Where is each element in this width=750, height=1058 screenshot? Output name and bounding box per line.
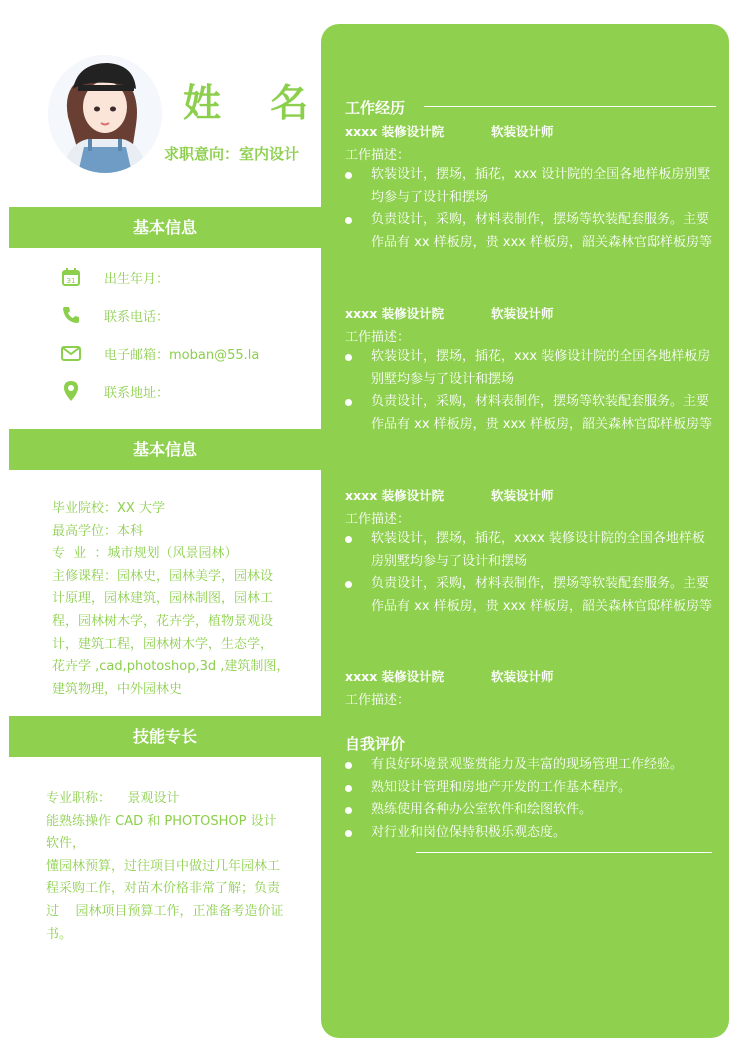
info-birth-label: 出生年月： xyxy=(104,271,170,287)
job-position: 软装设计师 xyxy=(491,488,554,503)
job-bullets xyxy=(345,528,717,618)
job-company: xxxx 装修设计院 xyxy=(345,124,445,139)
job-company: xxxx 装修设计院 xyxy=(345,306,445,321)
job-bullet: 负责设计，采购，材料表制作，摆场等软装配套服务。主要作品有 xx 样板房，贵 xxx 样板房，韶关森林官邸样板房等 xyxy=(345,391,717,436)
info-phone xyxy=(60,304,169,326)
job-bullet: 软装设计，摆场，插花，xxx 装修设计院的全国各地样板房别墅均参与了设计和摆场 xyxy=(345,346,717,391)
skills-text xyxy=(46,788,304,946)
skill-line: 懂园林预算，过往项目中做过几年园林工 xyxy=(46,858,281,874)
skill-line: 程采购工作，对苗木价格非常了解；负责 xyxy=(46,881,281,897)
self-eval-item: 熟练使用各种办公室软件和绘图软件。 xyxy=(345,799,717,822)
section-basic-info-title: 基本信息 xyxy=(9,207,321,248)
education-text xyxy=(52,498,304,701)
job-bullet: 负责设计，采购，材料表制作，摆场等软装配套服务。主要作品有 xx 样板房，贵 xxx 样板房，韶关森林官邸样板房等 xyxy=(345,209,717,254)
info-email-label: 电子邮箱：moban@55.la xyxy=(104,347,260,363)
edu-line: 建筑物理，中外园林史 xyxy=(52,681,183,697)
self-eval-item: 熟知设计管理和房地产开发的工作基本程序。 xyxy=(345,777,717,800)
skill-line: 软件， xyxy=(46,836,86,852)
edu-line: 程，园林树木学，花卉学，植物景观设 xyxy=(52,613,274,629)
job-position: 软装设计师 xyxy=(491,124,554,139)
job-bullet: 负责设计，采购，材料表制作，摆场等软装配套服务。主要作品有 xx 样板房，贵 xxx 样板房，韶关森林官邸样板房等 xyxy=(345,573,717,618)
section-education-title: 基本信息 xyxy=(9,429,321,470)
info-address-label: 联系地址： xyxy=(104,385,170,401)
skill-line: 专业职称： 景观设计 xyxy=(46,791,180,806)
job-desc-label: 工作描述： xyxy=(345,693,411,708)
candidate-name: 姓 名 xyxy=(183,81,327,125)
job-header xyxy=(345,667,554,685)
edu-line: 主修课程：园林史，园林美学，园林设 xyxy=(52,568,274,584)
job-desc-label: 工作描述： xyxy=(345,330,411,345)
job-header xyxy=(345,122,554,140)
job-bullets xyxy=(345,346,717,436)
self-eval-item: 对行业和岗位保持积极乐观态度。 xyxy=(345,822,717,845)
section-work-title: 工作经历 xyxy=(345,99,406,117)
job-intent: 求职意向：室内设计 xyxy=(164,145,300,163)
portrait-illustration xyxy=(48,55,162,173)
edu-line: 花卉学 ,cad,photoshop,3d ,建筑制图， xyxy=(52,659,290,675)
edu-line: 专 业 ：城市规划（风景园林） xyxy=(52,546,238,562)
job-bullets xyxy=(345,164,717,254)
info-phone-label: 联系电话： xyxy=(104,309,170,325)
skill-line: 书。 xyxy=(46,926,73,942)
self-eval-item: 有良好环境景观鉴赏能力及丰富的现场管理工作经验。 xyxy=(345,754,717,777)
calendar-icon xyxy=(60,266,82,288)
section-self-eval-title: 自我评价 xyxy=(345,735,406,753)
phone-icon xyxy=(60,304,82,326)
job-company: xxxx 装修设计院 xyxy=(345,669,445,684)
edu-line: 计原理，园林建筑，园林制图，园林工 xyxy=(52,591,274,607)
job-desc-label: 工作描述： xyxy=(345,148,411,163)
job-bullet: 软装设计，摆场，插花，xxxx 装修设计院的全国各地样板房别墅均参与了设计和摆场 xyxy=(345,528,717,573)
skill-line: 过 园林项目预算工作，正准备考造价证 xyxy=(46,903,284,919)
skill-line: 能熟练操作 CAD 和 PHOTOSHOP 设计 xyxy=(46,813,277,829)
section-skills-title: 技能专长 xyxy=(9,716,321,757)
job-header xyxy=(345,304,554,322)
info-email xyxy=(60,342,259,364)
location-icon xyxy=(60,380,82,402)
job-position: 软装设计师 xyxy=(491,669,554,684)
job-header xyxy=(345,486,554,504)
avatar xyxy=(48,55,162,173)
mail-icon xyxy=(60,342,82,364)
edu-line: 计，建筑工程，园林树木学，生态学， xyxy=(52,636,274,652)
self-eval-divider xyxy=(416,852,712,853)
self-eval-bullets xyxy=(345,754,717,844)
edu-line: 最高学位：本科 xyxy=(52,523,144,539)
info-address xyxy=(60,380,169,402)
job-company: xxxx 装修设计院 xyxy=(345,488,445,503)
svg-text:31: 31 xyxy=(66,277,76,285)
job-bullet: 软装设计，摆场，插花，xxx 设计院的全国各地样板房别墅均参与了设计和摆场 xyxy=(345,164,717,209)
job-position: 软装设计师 xyxy=(491,306,554,321)
edu-line: 毕业院校：XX 大学 xyxy=(52,501,165,516)
info-birth xyxy=(60,266,169,288)
job-desc-label: 工作描述： xyxy=(345,512,411,527)
work-title-divider xyxy=(424,106,716,107)
